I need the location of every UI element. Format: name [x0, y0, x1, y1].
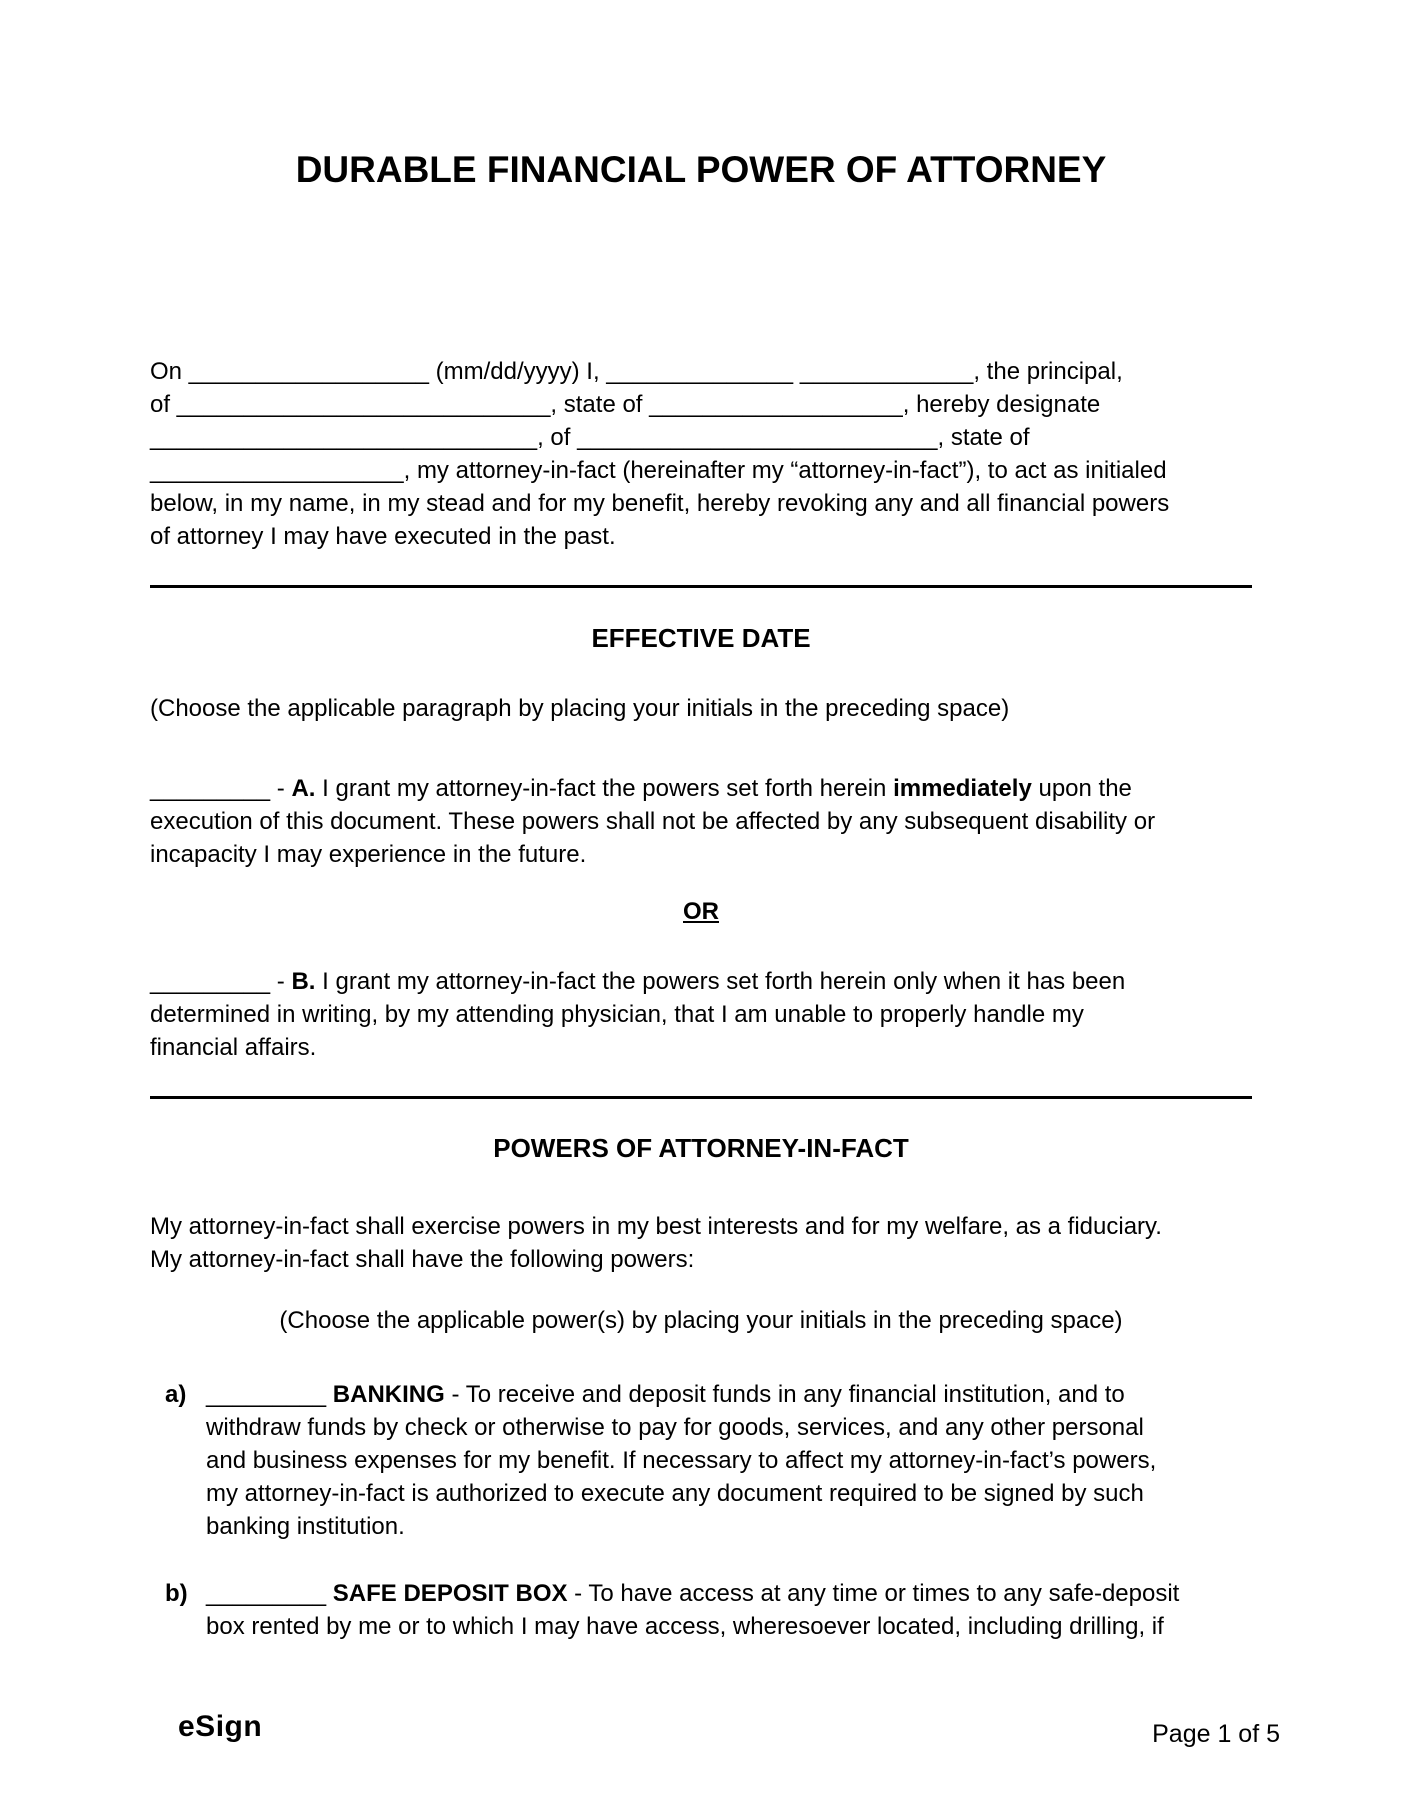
power-item-text: - To receive and deposit funds in any financial institution, and to: [444, 1381, 1125, 1408]
power-item-line: [206, 1378, 1252, 1411]
banking-initials-blank: _________: [206, 1381, 333, 1408]
option-a-initials-blank: _________ -: [150, 775, 292, 802]
section-divider: [150, 585, 1252, 588]
power-item-line: my attorney-in-fact is authorized to execute any document required to be signed by such: [206, 1480, 1144, 1507]
option-a-paragraph: [150, 772, 1252, 871]
intro-line: ___________________, my attorney-in-fact (hereinafter my “attorney-in-fact”), to act as initialed: [150, 457, 1167, 484]
option-b-paragraph: [150, 965, 1252, 1064]
powers-instruction: (Choose the applicable power(s) by placing your initials in the preceding space): [279, 1307, 1123, 1334]
power-item-title: SAFE DEPOSIT BOX: [332, 1580, 568, 1607]
safe-deposit-initials-blank: _________: [206, 1580, 333, 1607]
power-item-title: BANKING: [332, 1381, 445, 1408]
page-indicator: Page 1 of 5: [1152, 1720, 1280, 1748]
power-item-line: [206, 1577, 1252, 1610]
powers-heading: POWERS OF ATTORNEY-IN-FACT: [493, 1133, 909, 1163]
powers-intro-line: My attorney-in-fact shall have the following powers:: [150, 1246, 695, 1273]
section-divider: [150, 1096, 1252, 1099]
esign-logo: eSign: [178, 1710, 263, 1743]
option-b-initials-blank: _________ -: [150, 968, 292, 995]
intro-line: below, in my name, in my stead and for my benefit, hereby revoking any and all financial powers: [150, 490, 1170, 517]
power-item-safe-deposit-box: [150, 1577, 1252, 1643]
power-item-line: box rented by me or to which I may have access, wheresoever located, including drilling, if: [206, 1613, 1164, 1640]
powers-intro-paragraph: [150, 1210, 1252, 1276]
intro-paragraph: [150, 355, 1252, 553]
option-a-line: incapacity I may experience in the future.: [150, 841, 587, 868]
option-b-line: financial affairs.: [150, 1034, 317, 1061]
option-a-line: [150, 772, 1252, 805]
or-separator: OR: [683, 898, 719, 925]
intro-line: On __________________ (mm/dd/yyyy) I, ______________ _____________, the principal,: [150, 358, 1123, 385]
power-item-marker: a): [165, 1381, 187, 1408]
intro-line: of ____________________________, state of ___________________, hereby designate: [150, 391, 1101, 418]
power-item-line: withdraw funds by check or otherwise to pay for goods, services, and any other personal: [206, 1414, 1144, 1441]
power-item-line: and business expenses for my benefit. If necessary to affect my attorney-in-fact’s powers,: [206, 1447, 1157, 1474]
option-b-label: B.: [291, 968, 316, 995]
power-item-text: - To have access at any time or times to any safe-deposit: [567, 1580, 1180, 1607]
intro-line: _____________________________, of ___________________________, state of: [150, 424, 1030, 451]
option-a-text: upon the: [1031, 775, 1132, 802]
intro-line: of attorney I may have executed in the past.: [150, 523, 616, 550]
power-item-line: banking institution.: [206, 1513, 405, 1540]
effective-date-instruction: (Choose the applicable paragraph by placing your initials in the preceding space): [150, 695, 1010, 722]
option-a-text: I grant my attorney-in-fact the powers set forth herein: [315, 775, 894, 802]
power-item-marker: b): [165, 1580, 188, 1607]
effective-date-heading: EFFECTIVE DATE: [591, 623, 811, 653]
power-item-banking: [150, 1378, 1252, 1543]
document-title: DURABLE FINANCIAL POWER OF ATTORNEY: [295, 149, 1107, 190]
option-b-line: determined in writing, by my attending physician, that I am unable to properly handle my: [150, 1001, 1084, 1028]
option-a-label: A.: [291, 775, 316, 802]
option-a-line: execution of this document. These powers shall not be affected by any subsequent disability or: [150, 808, 1156, 835]
powers-intro-line: My attorney-in-fact shall exercise powers in my best interests and for my welfare, as a fiduciary.: [150, 1213, 1162, 1240]
option-b-text: I grant my attorney-in-fact the powers set forth herein only when it has been: [315, 968, 1126, 995]
option-b-line: [150, 965, 1252, 998]
option-a-bold-word: immediately: [893, 775, 1032, 802]
